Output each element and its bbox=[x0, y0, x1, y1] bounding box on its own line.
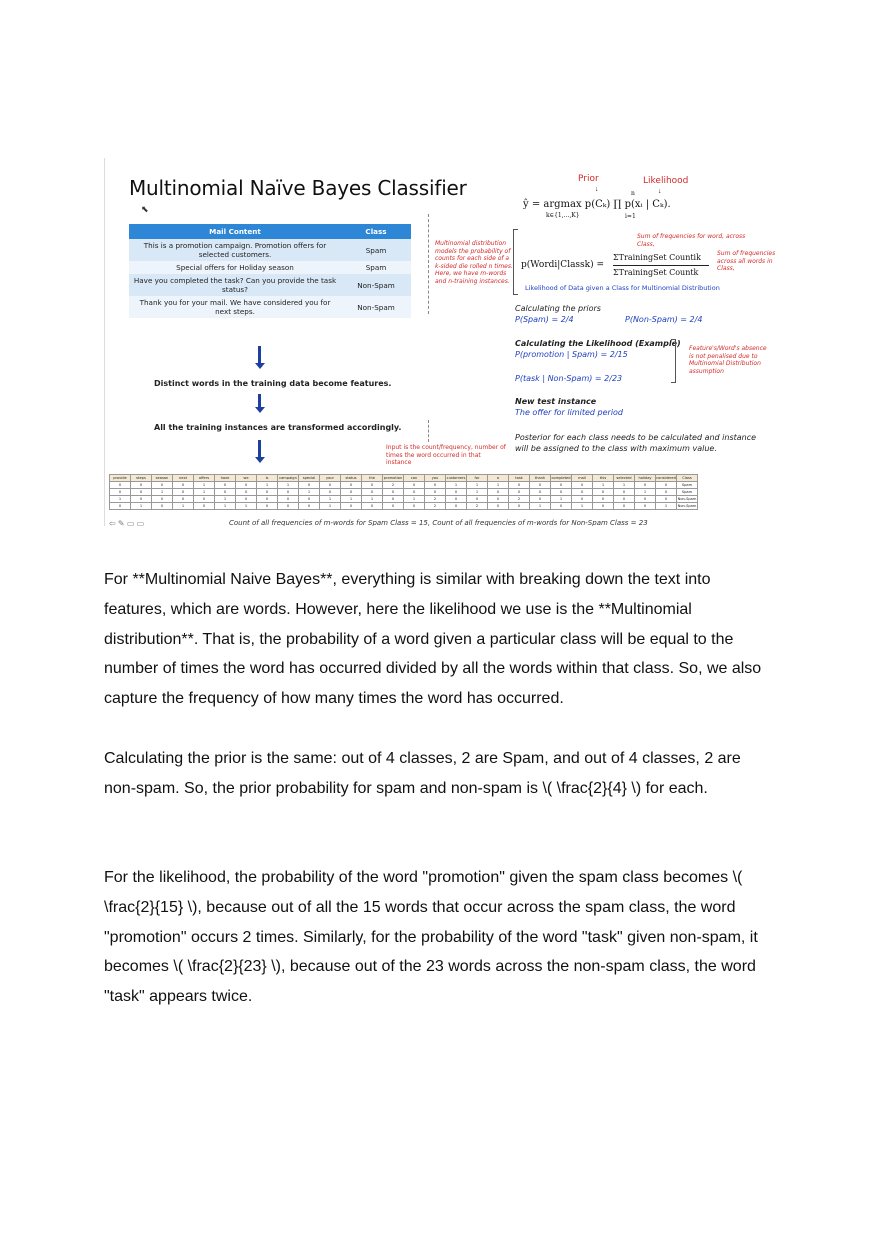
feature-cell: 0 bbox=[488, 503, 509, 510]
feature-cell: 0 bbox=[404, 482, 425, 489]
feature-cell: 1 bbox=[446, 482, 467, 489]
viewer-toolbar-icons[interactable]: ⇦ ✎ ▭ ▭ bbox=[109, 519, 145, 526]
dashed-divider bbox=[428, 420, 429, 442]
posterior-text: Posterior for each class needs to be calculated and instance will be assigned to the class with maximum value. bbox=[515, 433, 757, 453]
likelihood-denominator: ΣTrainingSet Countk bbox=[613, 268, 699, 277]
feature-cell: Spam bbox=[677, 489, 698, 496]
product-lower-limit: i=1 bbox=[625, 213, 636, 220]
bracket-right bbox=[671, 339, 676, 383]
feature-cell: 0 bbox=[467, 496, 488, 503]
feature-cell: 1 bbox=[530, 503, 551, 510]
feature-cell: 1 bbox=[488, 482, 509, 489]
feature-cell: 0 bbox=[341, 503, 362, 510]
feature-cell: 0 bbox=[320, 482, 341, 489]
feature-cell: 1 bbox=[131, 503, 152, 510]
feature-cell: 0 bbox=[551, 489, 572, 496]
feature-cell: 1 bbox=[299, 489, 320, 496]
distribution-note: Multinomial distribution models the probability of counts for each side of a k-sided die rolled n times. Here, we have m-words and n-training instances. bbox=[435, 240, 513, 285]
feature-cell: 1 bbox=[257, 482, 278, 489]
feature-cell: 1 bbox=[551, 496, 572, 503]
feature-cell: 0 bbox=[614, 496, 635, 503]
feature-cell: 0 bbox=[488, 496, 509, 503]
feature-cell: 0 bbox=[152, 496, 173, 503]
feature-cell: 0 bbox=[215, 489, 236, 496]
step-features-text: Distinct words in the training data become features. bbox=[154, 379, 392, 388]
feature-cell: 0 bbox=[110, 482, 131, 489]
mail-content-cell: Thank you for your mail. We have considered you for next steps. bbox=[129, 296, 341, 318]
feature-header-cell: holiday bbox=[635, 475, 656, 482]
feature-cell: 0 bbox=[299, 496, 320, 503]
feature-cell: 0 bbox=[131, 482, 152, 489]
feature-cell: Spam bbox=[677, 482, 698, 489]
feature-cell: 0 bbox=[593, 503, 614, 510]
feature-header-cell: completed bbox=[551, 476, 571, 480]
feature-cell: 1 bbox=[656, 503, 677, 510]
feature-cell: 0 bbox=[320, 489, 341, 496]
likelihood-promotion: P(promotion | Spam) = 2/15 bbox=[515, 350, 628, 359]
down-arrow-line-3 bbox=[258, 440, 261, 458]
feature-cell: 0 bbox=[110, 503, 131, 510]
feature-header-cell: for bbox=[467, 475, 488, 482]
slide-title: Multinomial Naïve Bayes Classifier bbox=[129, 176, 467, 200]
feature-cell: 2 bbox=[383, 482, 404, 489]
feature-cell: 0 bbox=[635, 496, 656, 503]
test-instance-text: The offer for limited period bbox=[515, 408, 624, 417]
feature-cell: 0 bbox=[425, 482, 446, 489]
feature-header-cell: season bbox=[152, 475, 173, 482]
feature-cell: 0 bbox=[215, 482, 236, 489]
feature-cell: 0 bbox=[551, 503, 572, 510]
feature-cell: 0 bbox=[404, 503, 425, 510]
slide-figure bbox=[104, 158, 779, 526]
feature-cell: 0 bbox=[236, 496, 257, 503]
feature-cell: 0 bbox=[257, 503, 278, 510]
feature-cell: 0 bbox=[446, 489, 467, 496]
feature-header-cell: campaign bbox=[279, 476, 297, 480]
feature-header-cell: have bbox=[215, 475, 236, 482]
feature-header-cell: next bbox=[173, 475, 194, 482]
feature-cell: 1 bbox=[278, 482, 299, 489]
feature-cell: 1 bbox=[194, 482, 215, 489]
spam-count-text: Count of all frequencies of m-words for Spam Class = 15 bbox=[229, 519, 428, 526]
feature-header-cell: customers bbox=[446, 476, 466, 480]
paragraph-multinomial: For **Multinomial Naive Bayes**, everything is similar with breaking down the text into features, which are words. However, here the likelihood we use is the **Multinomial distribution**. That is, the probability of a word given a particular class will be equal to the number of times the word has occurred divided by all the words within that class. So, we also capture the frequency of how many times the word has occurred. bbox=[104, 571, 762, 708]
likelihood-arrow-icon: ↓ bbox=[658, 188, 662, 195]
mail-table bbox=[129, 224, 411, 318]
feature-cell: 0 bbox=[173, 482, 194, 489]
product-upper-limit: n bbox=[631, 190, 635, 197]
feature-cell: 0 bbox=[572, 489, 593, 496]
sum-word-note: Sum of frequencies for word, across Class, bbox=[637, 233, 746, 248]
class-header: Class bbox=[341, 224, 411, 239]
table-row bbox=[110, 489, 698, 496]
feature-matrix-table bbox=[109, 474, 698, 510]
feature-cell: 0 bbox=[131, 496, 152, 503]
mouse-cursor-icon: ⬉ bbox=[141, 204, 149, 214]
feature-cell: 0 bbox=[425, 489, 446, 496]
feature-cell: 0 bbox=[446, 503, 467, 510]
feature-header-cell: thank bbox=[530, 475, 551, 482]
feature-cell: 0 bbox=[278, 496, 299, 503]
mail-content-header: Mail Content bbox=[129, 224, 341, 239]
feature-cell: Non-Spam bbox=[677, 497, 697, 501]
feature-cell: 2 bbox=[467, 503, 488, 510]
feature-cell: Non-Spam bbox=[677, 504, 697, 508]
feature-cell: 1 bbox=[635, 489, 656, 496]
feature-cell: 0 bbox=[530, 496, 551, 503]
table-row bbox=[129, 296, 411, 318]
feature-cell: 0 bbox=[173, 496, 194, 503]
feature-header-cell: is bbox=[257, 475, 278, 482]
feature-cell: 0 bbox=[572, 496, 593, 503]
feature-header-cell: can bbox=[404, 475, 425, 482]
feature-cell: 0 bbox=[614, 489, 635, 496]
likelihood-numerator: ΣTrainingSet Countik bbox=[613, 253, 701, 262]
feature-cell: 0 bbox=[656, 496, 677, 503]
feature-cell: 0 bbox=[152, 503, 173, 510]
feature-cell: 1 bbox=[467, 489, 488, 496]
feature-header-cell: a bbox=[488, 475, 509, 482]
feature-cell: 0 bbox=[614, 503, 635, 510]
feature-cell: 0 bbox=[593, 496, 614, 503]
class-cell: Spam bbox=[341, 239, 411, 261]
feature-header-cell: task bbox=[509, 475, 530, 482]
down-arrow-line-1 bbox=[258, 346, 261, 364]
feature-header-cell: your bbox=[320, 475, 341, 482]
feature-cell: 1 bbox=[572, 503, 593, 510]
down-arrow-line-2 bbox=[258, 394, 261, 408]
feature-cell: 0 bbox=[383, 496, 404, 503]
feature-cell: 0 bbox=[572, 482, 593, 489]
nonspam-count-text: Count of all frequencies of m-words for Non-Spam Class = 23 bbox=[432, 519, 648, 526]
likelihood-label: Likelihood bbox=[643, 176, 689, 186]
likelihood-caption: Likelihood of Data given a Class for Multinomial Distribution bbox=[525, 284, 720, 292]
priors-heading: Calculating the priors bbox=[515, 304, 601, 313]
feature-cell: 0 bbox=[509, 482, 530, 489]
feature-cell: 0 bbox=[194, 496, 215, 503]
argmax-subscript: k∈{1,...,K} bbox=[546, 212, 580, 219]
feature-cell: 0 bbox=[194, 503, 215, 510]
paragraph-likelihood: For the likelihood, the probability of the word "promotion" given the spam class becomes \( \frac{2}{15} \), because out of all the 15 words that occur across the spam class, the word "promotion" occurs 2 times. Similarly, for the probability of the word "task" given non-spam, it becomes \( \frac{2}{23} \), because out of the 23 words across the non-spam class, the word "task" appears twice. bbox=[104, 869, 758, 1006]
feature-cell: 0 bbox=[257, 489, 278, 496]
table-row bbox=[129, 261, 411, 274]
feature-cell: 1 bbox=[404, 496, 425, 503]
feature-cell: 0 bbox=[173, 489, 194, 496]
feature-cell: 1 bbox=[320, 503, 341, 510]
feature-cell: 0 bbox=[341, 489, 362, 496]
feature-header-cell: Class bbox=[677, 475, 698, 482]
mail-content-cell: Special offers for Holiday season bbox=[129, 261, 341, 274]
feature-header-cell: the bbox=[362, 475, 383, 482]
feature-cell: 1 bbox=[341, 496, 362, 503]
feature-cell: 0 bbox=[488, 489, 509, 496]
feature-cell: 0 bbox=[236, 489, 257, 496]
feature-cell: 2 bbox=[509, 496, 530, 503]
feature-cell: 0 bbox=[404, 489, 425, 496]
absence-note: Feature's/Word's absence is not penalised due to Multinomial Distribution assumption bbox=[689, 345, 767, 375]
feature-cell: 0 bbox=[383, 503, 404, 510]
feature-cell: 0 bbox=[236, 482, 257, 489]
feature-cell: 0 bbox=[593, 489, 614, 496]
feature-header-cell: mail bbox=[572, 475, 593, 482]
argmax-formula: ŷ = argmax p(Cₖ) ∏ p(xᵢ | Cₖ). bbox=[523, 199, 671, 210]
fraction-bar bbox=[613, 265, 709, 266]
feature-cell: 0 bbox=[110, 489, 131, 496]
feature-cell: 0 bbox=[299, 503, 320, 510]
mail-content-cell: This is a promotion campaign. Promotion offers for selected customers. bbox=[129, 239, 341, 261]
feature-header-cell: we bbox=[236, 475, 257, 482]
sum-all-note: Sum of frequencies across all words in Class, bbox=[717, 250, 776, 272]
feature-header-row bbox=[110, 475, 698, 482]
feature-cell: 2 bbox=[425, 496, 446, 503]
test-instance-heading: New test instance bbox=[515, 397, 597, 406]
feature-header-cell: promotion bbox=[383, 476, 403, 480]
likelihood-heading: Calculating the Likelihood (Example) bbox=[515, 339, 681, 348]
prior-nonspam: P(Non-Spam) = 2/4 bbox=[625, 315, 703, 324]
table-row bbox=[110, 496, 698, 503]
feature-cell: 0 bbox=[278, 489, 299, 496]
step-transform-text: All the training instances are transformed accordingly. bbox=[154, 423, 402, 432]
down-arrow-icon bbox=[255, 363, 265, 369]
class-cell: Spam bbox=[341, 261, 411, 274]
feature-header-cell: status bbox=[341, 475, 362, 482]
prior-arrow-icon: ↓ bbox=[595, 186, 599, 193]
table-row bbox=[110, 503, 698, 510]
input-count-note: Input is the count/frequency, number of times the word occurred in that instance bbox=[386, 444, 506, 466]
prior-label: Prior bbox=[578, 174, 599, 184]
feature-header-cell: special bbox=[299, 475, 320, 482]
feature-cell: 1 bbox=[194, 489, 215, 496]
feature-cell: 0 bbox=[446, 496, 467, 503]
feature-cell: 0 bbox=[551, 482, 572, 489]
down-arrow-icon bbox=[255, 457, 265, 463]
down-arrow-icon bbox=[255, 407, 265, 413]
feature-header-cell: this bbox=[593, 475, 614, 482]
feature-cell: 0 bbox=[509, 489, 530, 496]
bracket-left bbox=[513, 229, 518, 295]
feature-header-cell: you bbox=[425, 475, 446, 482]
feature-cell: 0 bbox=[362, 489, 383, 496]
feature-cell: 1 bbox=[467, 482, 488, 489]
feature-cell: 1 bbox=[215, 496, 236, 503]
class-cell: Non-Spam bbox=[341, 296, 411, 318]
feature-cell: 0 bbox=[362, 503, 383, 510]
feature-cell: 1 bbox=[320, 496, 341, 503]
table-row bbox=[129, 239, 411, 261]
feature-cell: 0 bbox=[383, 489, 404, 496]
feature-cell: 1 bbox=[173, 503, 194, 510]
feature-cell: 1 bbox=[362, 496, 383, 503]
likelihood-lhs: p(Wordi|Classk) = bbox=[521, 260, 605, 270]
mail-table-header bbox=[129, 224, 411, 239]
feature-cell: 0 bbox=[635, 503, 656, 510]
feature-header-cell: selected bbox=[614, 475, 635, 482]
feature-cell: 0 bbox=[635, 482, 656, 489]
feature-cell: 0 bbox=[509, 503, 530, 510]
class-cell: Non-Spam bbox=[341, 274, 411, 296]
feature-cell: 0 bbox=[131, 489, 152, 496]
dashed-divider bbox=[428, 214, 429, 314]
feature-cell: 1 bbox=[236, 503, 257, 510]
feature-cell: 0 bbox=[656, 489, 677, 496]
feature-cell: 1 bbox=[614, 482, 635, 489]
feature-cell: 0 bbox=[656, 482, 677, 489]
table-row bbox=[129, 274, 411, 296]
frequency-count-footer: Count of all frequencies of m-words for Spam Class = 15, Count of all frequencies of m-words for Non-Spam Class = 23 bbox=[229, 519, 648, 526]
feature-cell: 0 bbox=[278, 503, 299, 510]
feature-cell: 0 bbox=[299, 482, 320, 489]
feature-header-cell: provide bbox=[110, 475, 131, 482]
likelihood-task: P(task | Non-Spam) = 2/23 bbox=[515, 374, 623, 383]
feature-cell: 1 bbox=[110, 496, 131, 503]
feature-cell: 0 bbox=[530, 482, 551, 489]
mail-content-cell: Have you completed the task? Can you provide the task status? bbox=[129, 274, 341, 296]
feature-cell: 0 bbox=[257, 496, 278, 503]
paragraph-priors: Calculating the prior is the same: out of 4 classes, 2 are Spam, and out of 4 classes, 2 are non-spam. So, the prior probability for spam and non-spam is \( \frac{2}{4} \) for each. bbox=[104, 750, 741, 797]
feature-cell: 2 bbox=[425, 503, 446, 510]
feature-cell: 0 bbox=[152, 482, 173, 489]
table-row bbox=[110, 482, 698, 489]
prior-spam: P(Spam) = 2/4 bbox=[515, 315, 574, 324]
feature-cell: 0 bbox=[362, 482, 383, 489]
feature-cell: 1 bbox=[152, 489, 173, 496]
feature-header-cell: offers bbox=[194, 475, 215, 482]
feature-header-cell: considered bbox=[656, 476, 676, 480]
feature-cell: 1 bbox=[593, 482, 614, 489]
feature-cell: 0 bbox=[341, 482, 362, 489]
feature-cell: 0 bbox=[530, 489, 551, 496]
feature-header-cell: steps bbox=[131, 475, 152, 482]
feature-cell: 1 bbox=[215, 503, 236, 510]
